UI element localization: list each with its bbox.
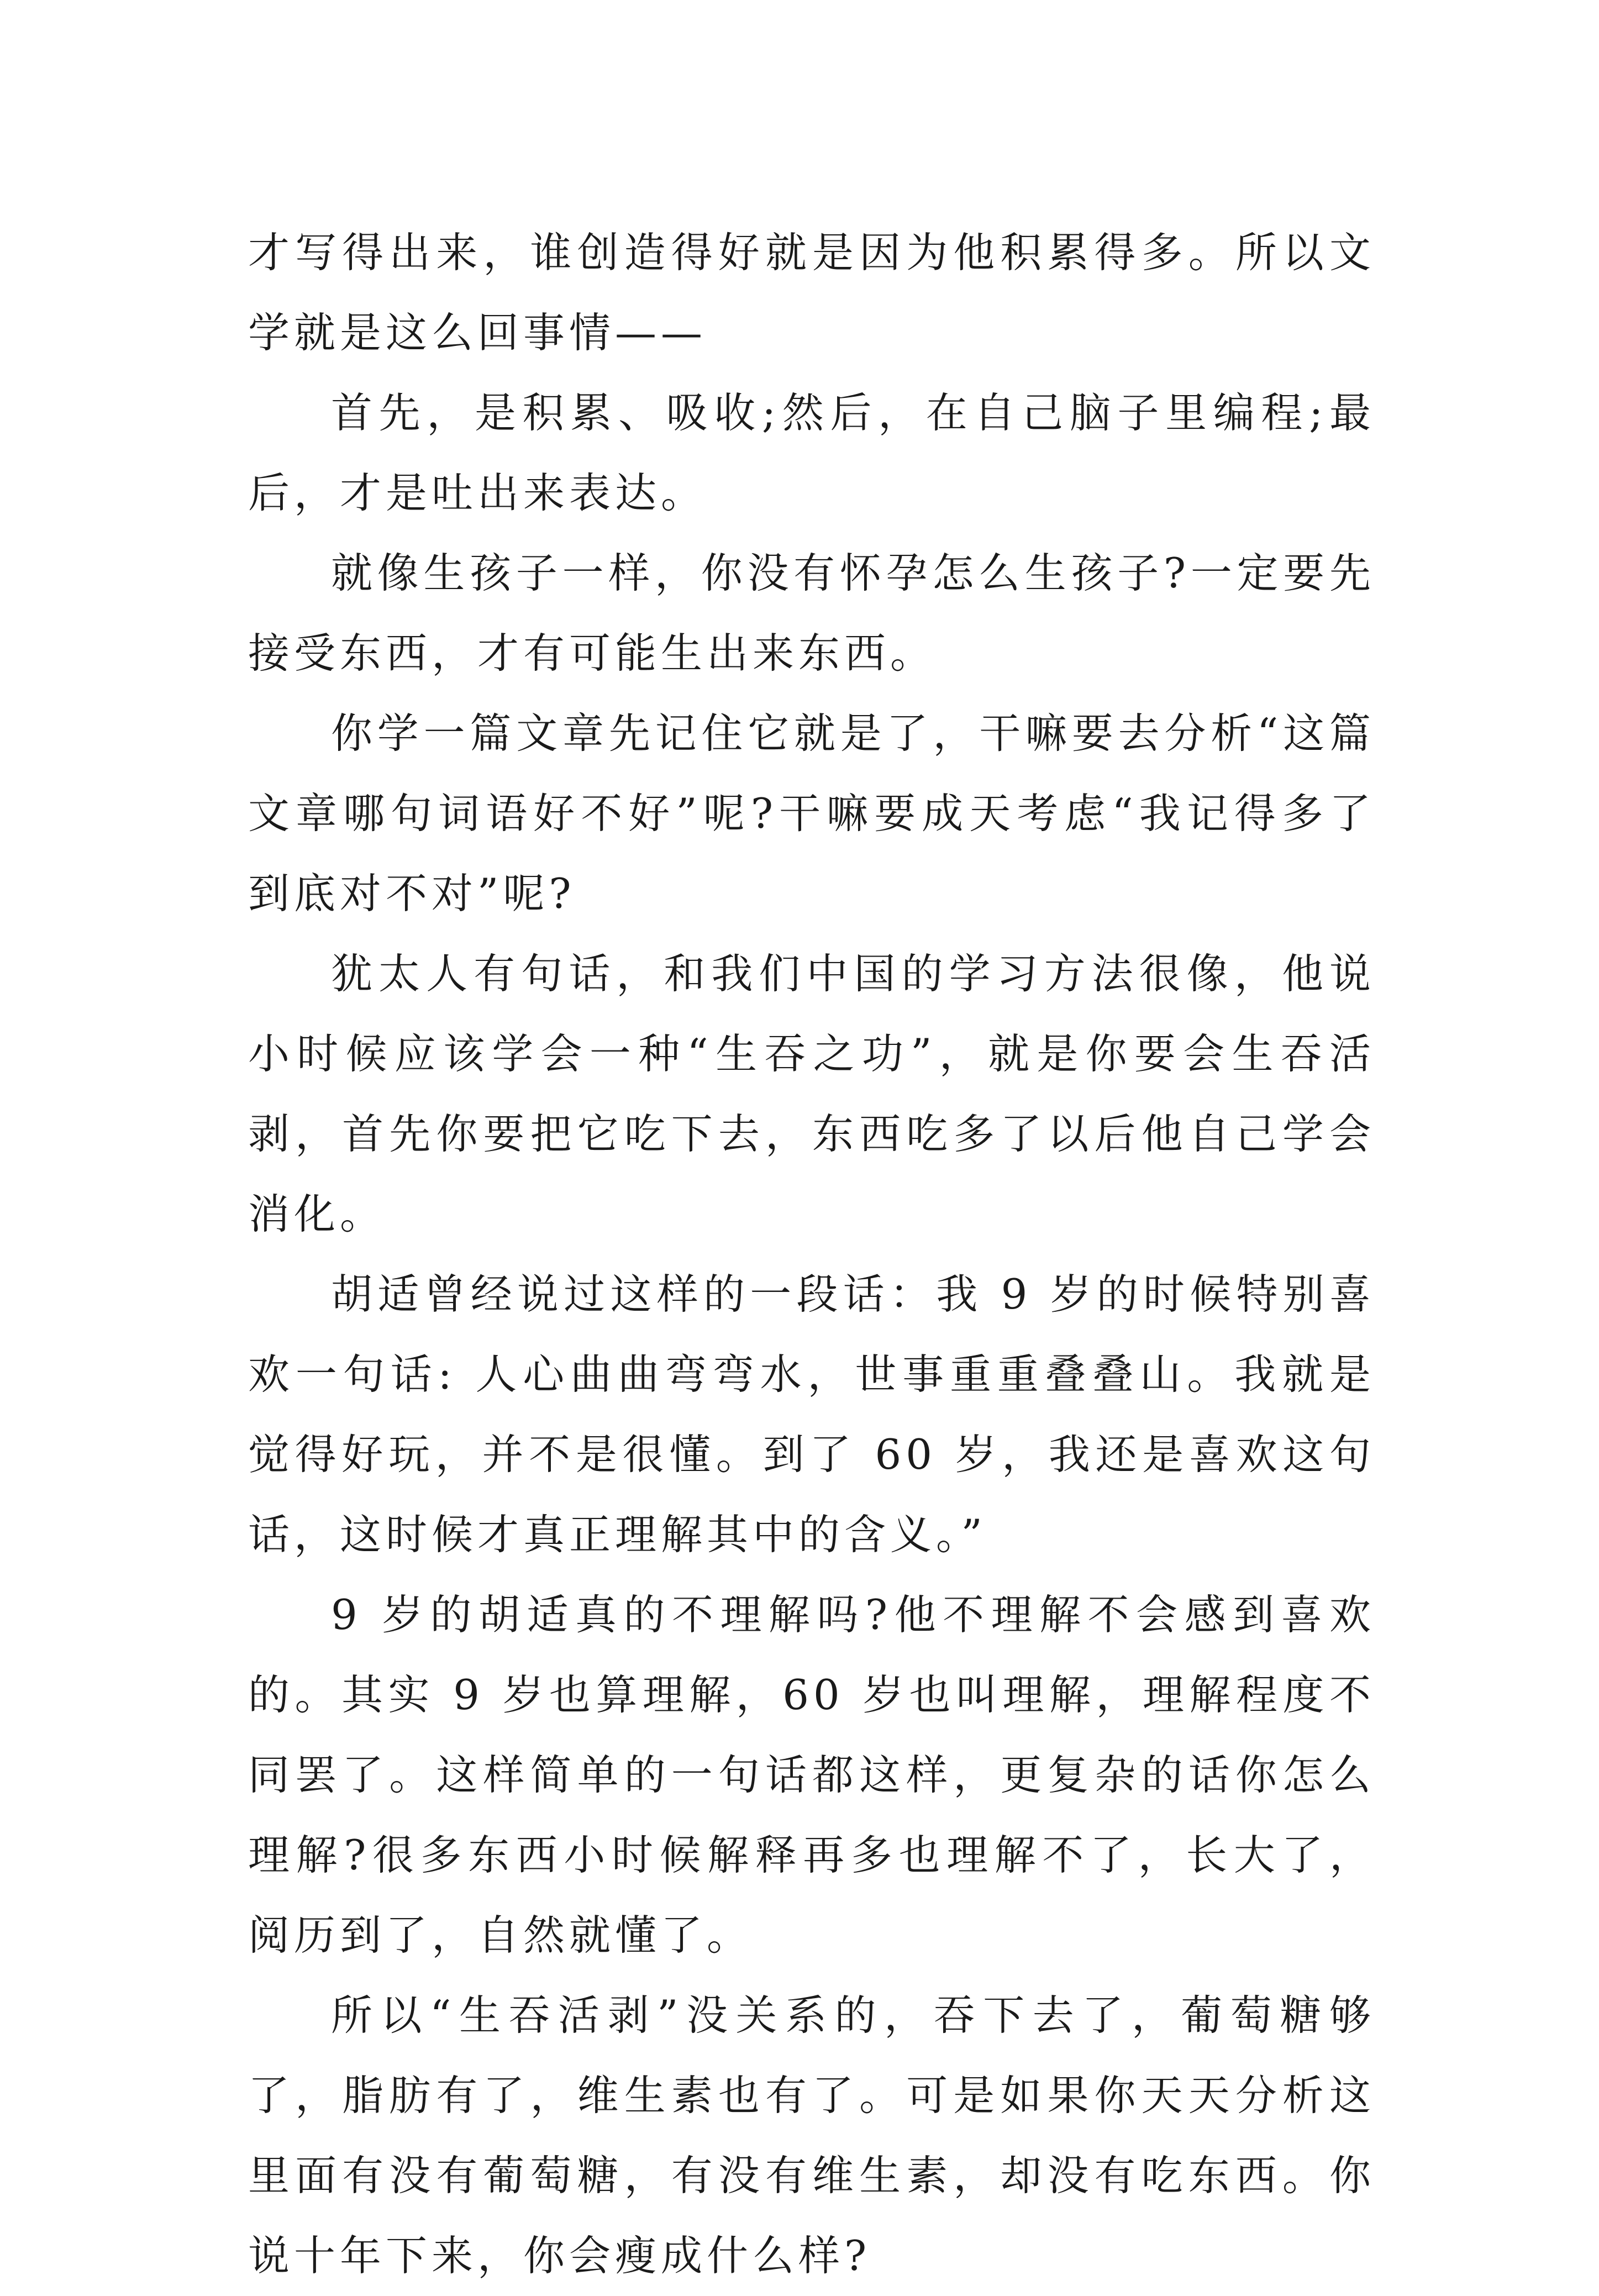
paragraph-8: 所以“生吞活剥”没关系的，吞下去了，葡萄糖够了，脂肪有了，维生素也有了。可是如果你天天分析这里面有没有葡萄糖，有没有维生素，却没有吃东西。你说十年下来，你会瘦成什么样? bbox=[248, 1991, 1375, 2280]
paragraph-6: 胡适曾经说过这样的一段话：我 9 岁的时候特别喜欢一句话: 人心曲曲弯弯水，世事重重叠叠山。我就是觉得好玩，并不是很懂。到了 60 岁，我还是喜欢这句话，这时候才真正理解其中的含义。” bbox=[248, 1270, 1375, 1559]
paragraph-2: 首先，是积累、吸收;然后，在自己脑子里编程;最后，才是吐出来表达。 bbox=[248, 388, 1375, 517]
body-text bbox=[248, 213, 1375, 2296]
paragraph-3: 就像生孩子一样，你没有怀孕怎么生孩子?一定要先接受东西，才有可能生出来东西。 bbox=[248, 549, 1375, 677]
paragraph-7: 9 岁的胡适真的不理解吗?他不理解不会感到喜欢的。其实 9 岁也算理解，60 岁也叫理解，理解程度不同罢了。这样简单的一句话都这样，更复杂的话你怎么理解?很多东西小时候解释再多也理解不了，长大了，阅历到了，自然就懂了。 bbox=[248, 1590, 1375, 1959]
paragraph-4: 你学一篇文章先记住它就是了，干嘛要去分析“这篇文章哪句词语好不好”呢?干嘛要成天考虑“我记得多了到底对不对”呢? bbox=[248, 709, 1375, 918]
paragraph-5: 犹太人有句话，和我们中国的学习方法很像，他说小时候应该学会一种“生吞之功”，就是你要会生吞活剥，首先你要把它吃下去，东西吃多了以后他自己学会消化。 bbox=[248, 949, 1375, 1238]
paragraph-1: 才写得出来，谁创造得好就是因为他积累得多。所以文学就是这么回事情—— bbox=[248, 228, 1375, 357]
